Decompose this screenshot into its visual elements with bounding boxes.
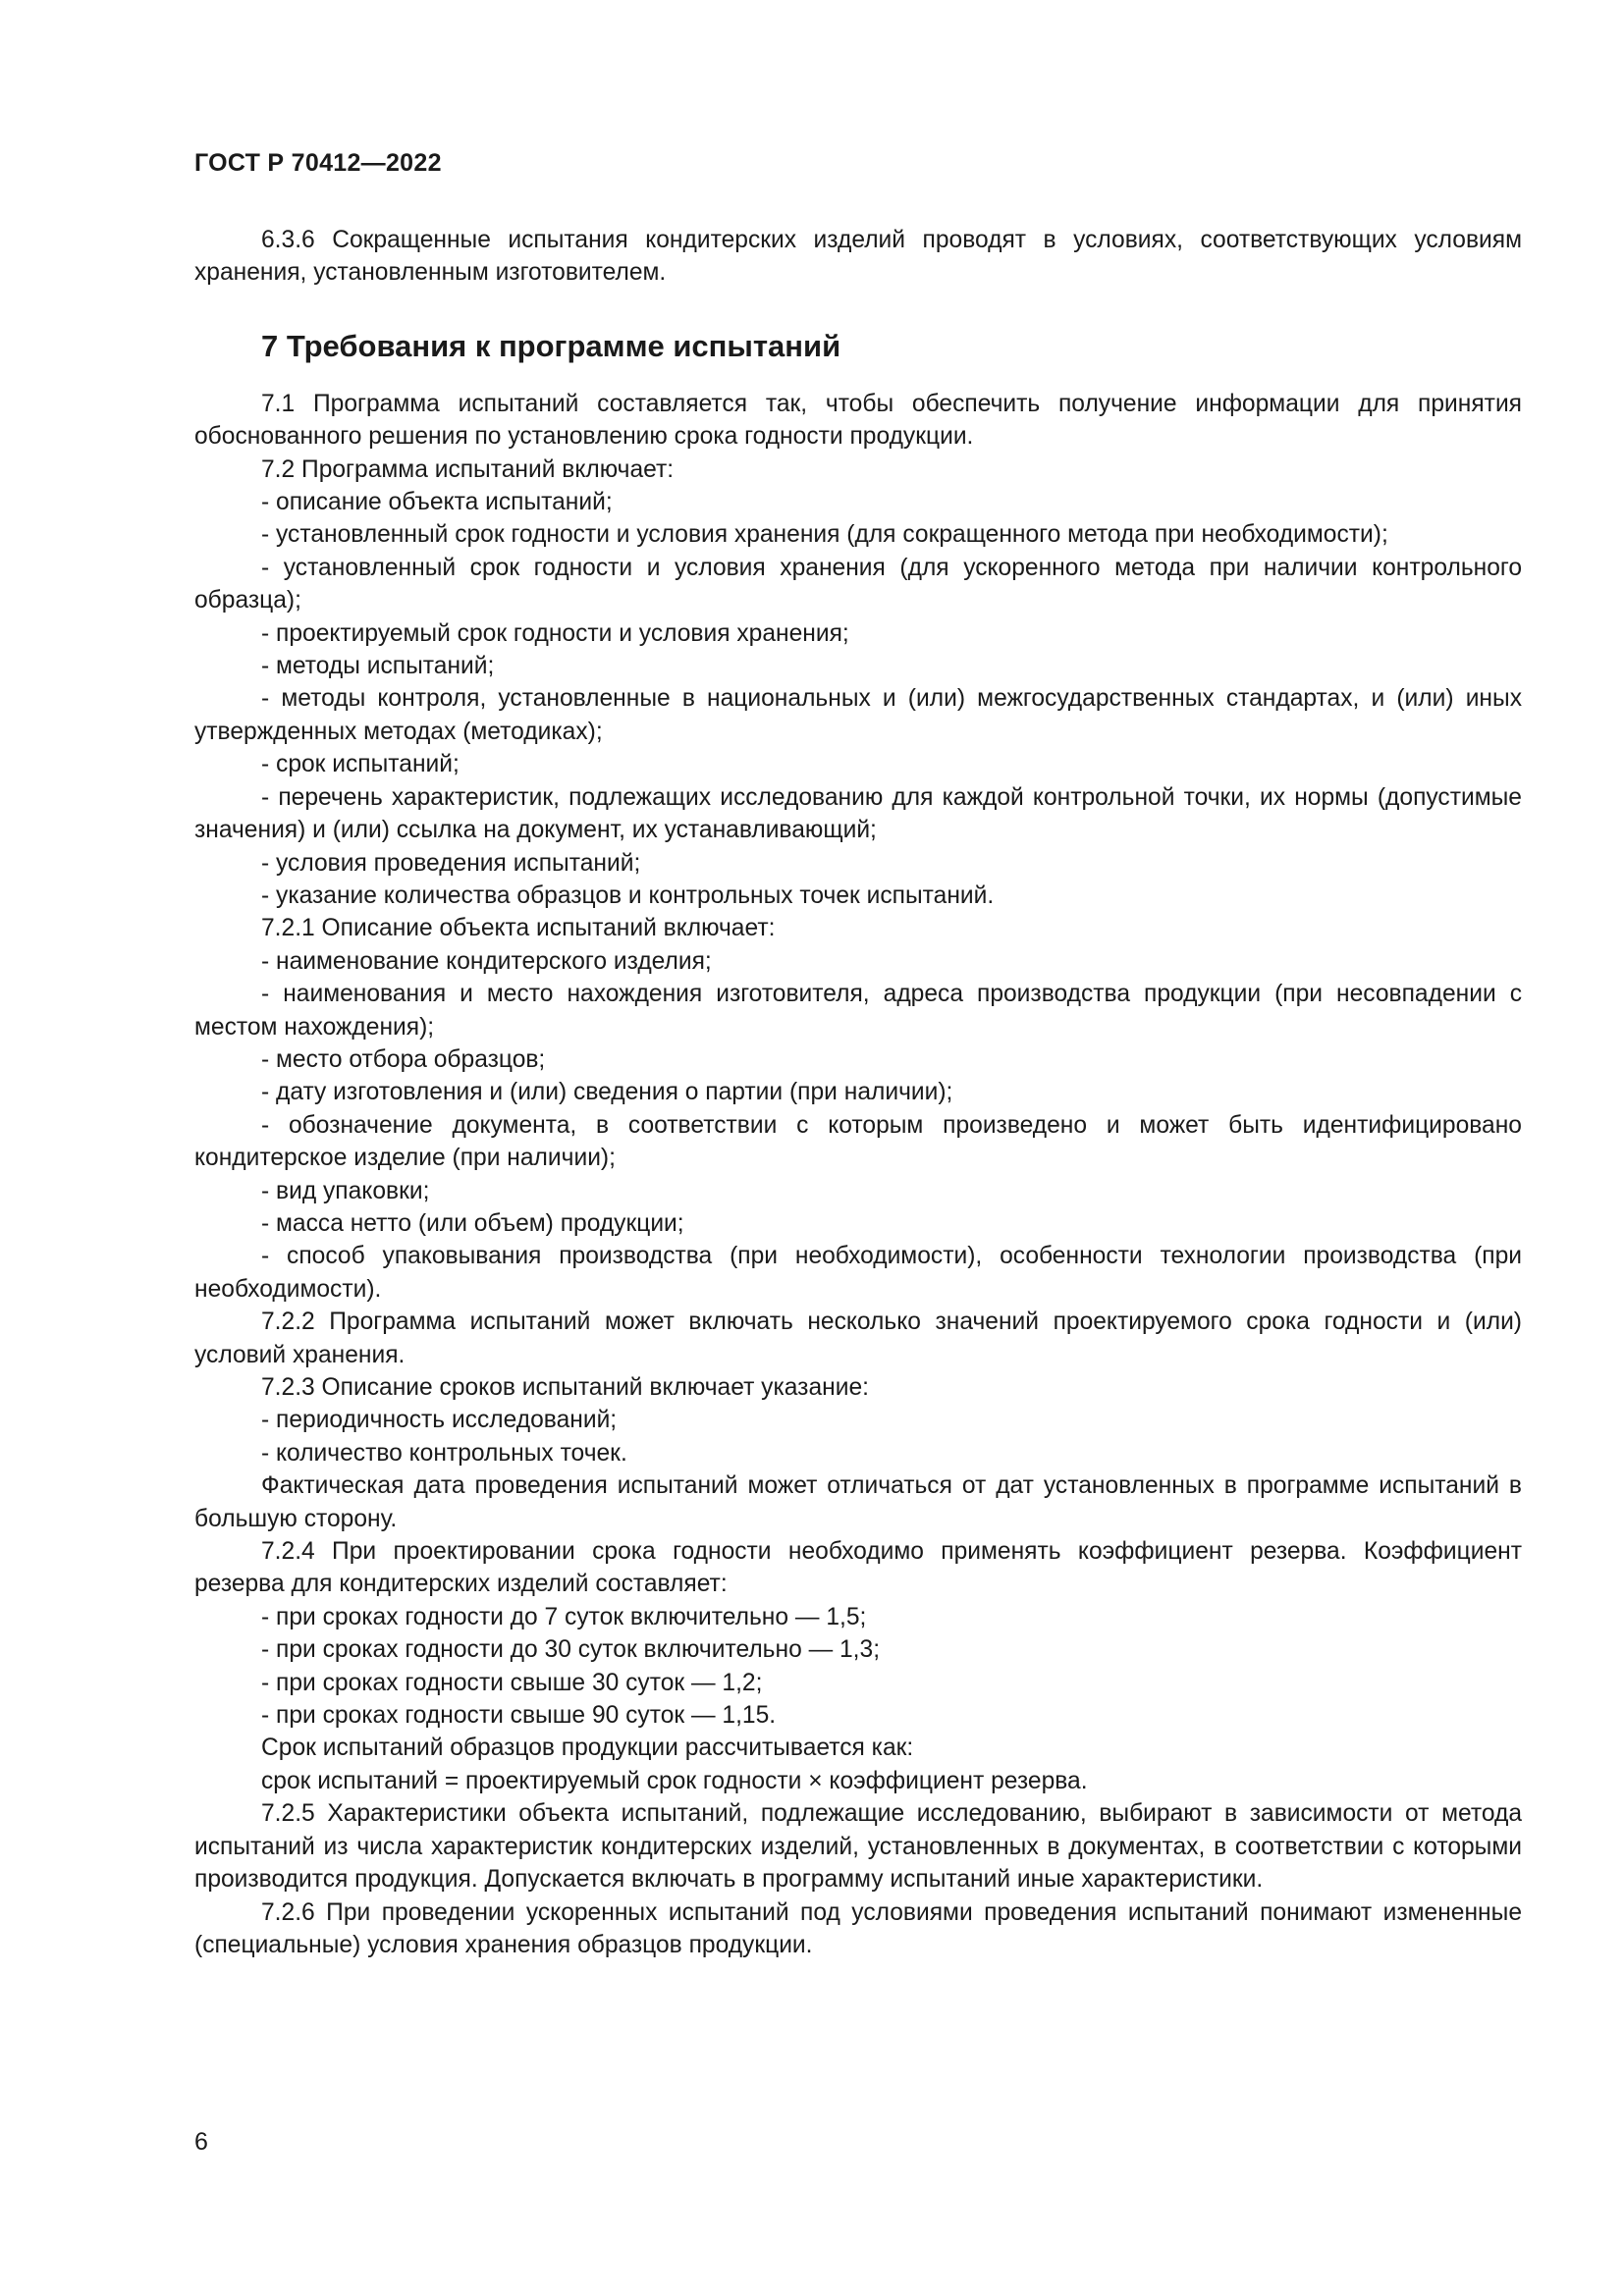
list-item: - дату изготовления и (или) сведения о партии (при наличии); [261, 1079, 953, 1106]
paragraph-7-1: 7.1 Программа испытаний составляется так, чтобы обеспечить получение информации для принятия обоснованного решения по установлению срока годности продукции. [194, 390, 1522, 451]
list-item: - наименование кондитерского изделия; [261, 947, 712, 975]
paragraph-7-2-5: 7.2.5 Характеристики объекта испытаний, подлежащие исследованию, выбирают в зависимости от метода испытаний из числа характеристик кондитерских изделий, установленных в документах, в соответствии с которыми производится продукция. Допускается включать в программу испытаний иные характеристики. [194, 1800, 1522, 1894]
document-body [194, 224, 1522, 1961]
list-item: - описание объекта испытаний; [261, 489, 613, 516]
paragraph-7-2-2: 7.2.2 Программа испытаний может включать несколько значений проектируемого срока годности и (или) условий хранения. [194, 1308, 1522, 1368]
paragraph-7-2-6: 7.2.6 При проведении ускоренных испытаний под условиями проведения испытаний понимают измененные (специальные) условия хранения образцов продукции. [194, 1898, 1522, 1958]
list-item: - методы контроля, установленные в национальных и (или) межгосударственных стандартах, и (или) иных утвержденных методах (методиках); [194, 685, 1522, 745]
document-page [194, 0, 1522, 2296]
list-item: - проектируемый срок годности и условия хранения; [261, 619, 849, 647]
list-item: - место отбора образцов; [261, 1045, 546, 1073]
list-item: - вид упаковки; [261, 1177, 430, 1204]
document-header: ГОСТ Р 70412—2022 [194, 149, 442, 177]
paragraph-7-2-3: 7.2.3 Описание сроков испытаний включает указание: [261, 1374, 869, 1401]
list-item: - при сроках годности свыше 90 суток — 1,15. [261, 1702, 777, 1730]
list-item: - при сроках годности свыше 30 суток — 1,2; [261, 1669, 763, 1696]
section-7-heading: 7 Требования к программе испытаний [261, 328, 841, 363]
list-item: - периодичность исследований; [261, 1407, 618, 1434]
page-number: 6 [194, 2128, 208, 2156]
list-item: - указание количества образцов и контрольных точек испытаний. [261, 881, 995, 909]
list-item: - количество контрольных точек. [261, 1439, 627, 1467]
paragraph-6-3-6: 6.3.6 Сокращенные испытания кондитерских изделий проводят в условиях, соответствующих условиям хранения, установленным изготовителем. [194, 227, 1522, 287]
list-item: - установленный срок годности и условия хранения (для ускоренного метода при наличии контрольного образца); [194, 554, 1522, 614]
paragraph-7-2: 7.2 Программа испытаний включает: [261, 455, 675, 483]
paragraph-7-2-3-note: Фактическая дата проведения испытаний может отличаться от дат установленных в программе испытаний в большую сторону. [194, 1472, 1522, 1532]
list-item: - при сроках годности до 7 суток включительно — 1,5; [261, 1603, 867, 1630]
paragraph-7-2-4-calc: Срок испытаний образцов продукции рассчитывается как: [261, 1735, 914, 1762]
list-item: - условия проведения испытаний; [261, 849, 641, 877]
formula-line: срок испытаний = проектируемый срок годности × коэффициент резерва. [261, 1767, 1088, 1794]
list-item: - способ упаковывания производства (при необходимости), особенности технологии производства (при необходимости). [194, 1243, 1522, 1303]
list-item: - масса нетто (или объем) продукции; [261, 1209, 684, 1237]
list-item: - перечень характеристик, подлежащих исследованию для каждой контрольной точки, их нормы (допустимые значения) и (или) ссылка на документ, их устанавливающий; [194, 783, 1522, 844]
list-item: - методы испытаний; [261, 653, 495, 680]
list-item: - срок испытаний; [261, 751, 460, 778]
list-item: - при сроках годности до 30 суток включительно — 1,3; [261, 1636, 881, 1664]
paragraph-7-2-1: 7.2.1 Описание объекта испытаний включает: [261, 915, 776, 942]
list-item: - наименования и место нахождения изготовителя, адреса производства продукции (при несовпадении с местом нахождения); [194, 981, 1522, 1041]
paragraph-7-2-4: 7.2.4 При проектировании срока годности необходимо применять коэффициент резерва. Коэффициент резерва для кондитерских изделий составляет: [194, 1538, 1522, 1598]
list-item: - установленный срок годности и условия хранения (для сокращенного метода при необходимости); [261, 521, 1388, 549]
list-item: - обозначение документа, в соответствии с которым произведено и может быть идентифицировано кондитерское изделие (при наличии); [194, 1111, 1522, 1172]
